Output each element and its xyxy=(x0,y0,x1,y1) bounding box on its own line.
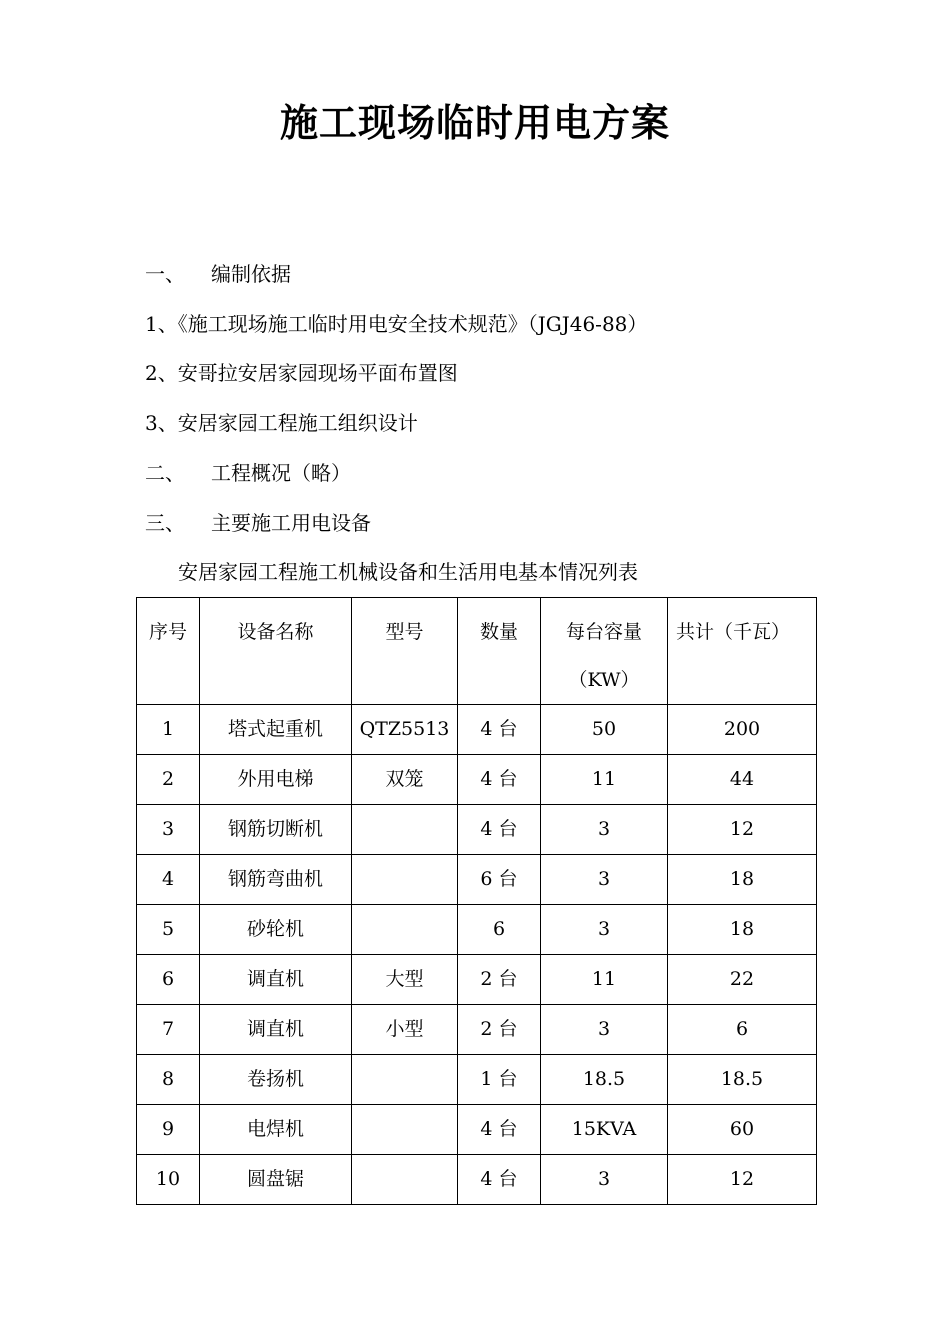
table-row xyxy=(137,755,817,805)
cell-index: 2 xyxy=(137,755,200,805)
table-header-row xyxy=(137,598,817,705)
basis-item-2: 2、安哥拉安居家园现场平面布置图 xyxy=(145,361,458,385)
cell-quantity: 2 台 xyxy=(458,1005,541,1055)
cell-index: 5 xyxy=(137,905,200,955)
section-text: 主要施工用电设备 xyxy=(211,511,371,535)
section-number: 二、 xyxy=(145,461,185,485)
cell-name: 钢筋切断机 xyxy=(200,805,352,855)
cell-quantity: 4 台 xyxy=(458,705,541,755)
section-heading-1 xyxy=(145,258,291,287)
cell-total: 12 xyxy=(668,805,817,855)
cell-quantity: 4 台 xyxy=(458,755,541,805)
table-row xyxy=(137,1005,817,1055)
basis-item-3: 3、安居家园工程施工组织设计 xyxy=(145,411,418,435)
cell-model xyxy=(352,1055,458,1105)
cell-index: 10 xyxy=(137,1155,200,1205)
capacity-label: 每台容量 xyxy=(565,621,642,643)
table-row xyxy=(137,855,817,905)
table-row xyxy=(137,705,817,755)
cell-quantity: 6 台 xyxy=(458,855,541,905)
equipment-table xyxy=(136,597,817,1205)
cell-name: 外用电梯 xyxy=(200,755,352,805)
cell-model xyxy=(352,1105,458,1155)
cell-model: QTZ5513 xyxy=(352,705,458,755)
cell-name: 调直机 xyxy=(200,955,352,1005)
table-row xyxy=(137,1055,817,1105)
section-text: 编制依据 xyxy=(211,262,291,286)
cell-model: 小型 xyxy=(352,1005,458,1055)
cell-quantity: 1 台 xyxy=(458,1055,541,1105)
cell-name: 圆盘锯 xyxy=(200,1155,352,1205)
header-cell-total: 共计（千瓦） xyxy=(668,598,817,705)
cell-name: 钢筋弯曲机 xyxy=(200,855,352,905)
document-title: 施工现场临时用电方案 xyxy=(279,100,670,145)
header-cell-index: 序号 xyxy=(137,598,200,705)
cell-index: 4 xyxy=(137,855,200,905)
table-row xyxy=(137,1105,817,1155)
section-number: 三、 xyxy=(145,511,185,535)
table-row xyxy=(137,1155,817,1205)
cell-model xyxy=(352,1155,458,1205)
cell-capacity: 50 xyxy=(541,705,668,755)
cell-index: 3 xyxy=(137,805,200,855)
cell-total: 22 xyxy=(668,955,817,1005)
cell-quantity: 4 台 xyxy=(458,805,541,855)
cell-total: 18.5 xyxy=(668,1055,817,1105)
capacity-unit: （KW） xyxy=(568,669,640,691)
cell-name: 砂轮机 xyxy=(200,905,352,955)
cell-capacity: 3 xyxy=(541,855,668,905)
cell-index: 1 xyxy=(137,705,200,755)
table-row xyxy=(137,805,817,855)
cell-index: 7 xyxy=(137,1005,200,1055)
basis-item-1: 1、《施工现场施工临时用电安全技术规范》（JGJ46-88） xyxy=(145,312,648,336)
cell-total: 18 xyxy=(668,855,817,905)
cell-total: 60 xyxy=(668,1105,817,1155)
cell-capacity: 3 xyxy=(541,905,668,955)
cell-quantity: 4 台 xyxy=(458,1155,541,1205)
cell-name: 卷扬机 xyxy=(200,1055,352,1105)
table-row xyxy=(137,955,817,1005)
cell-quantity: 2 台 xyxy=(458,955,541,1005)
cell-name: 调直机 xyxy=(200,1005,352,1055)
cell-model xyxy=(352,855,458,905)
cell-capacity: 3 xyxy=(541,805,668,855)
cell-index: 8 xyxy=(137,1055,200,1105)
cell-total: 44 xyxy=(668,755,817,805)
table-row xyxy=(137,905,817,955)
header-cell-model: 型号 xyxy=(352,598,458,705)
cell-total: 200 xyxy=(668,705,817,755)
cell-capacity: 15KVA xyxy=(541,1105,668,1155)
section-number: 一、 xyxy=(145,262,185,286)
cell-capacity: 18.5 xyxy=(541,1055,668,1105)
cell-quantity: 6 xyxy=(458,905,541,955)
cell-name: 电焊机 xyxy=(200,1105,352,1155)
cell-capacity: 3 xyxy=(541,1005,668,1055)
cell-index: 6 xyxy=(137,955,200,1005)
cell-total: 12 xyxy=(668,1155,817,1205)
cell-capacity: 11 xyxy=(541,755,668,805)
section-heading-3 xyxy=(145,507,371,536)
cell-capacity: 11 xyxy=(541,955,668,1005)
table-caption: 安居家园工程施工机械设备和生活用电基本情况列表 xyxy=(178,560,638,584)
cell-model: 双笼 xyxy=(352,755,458,805)
header-cell-capacity xyxy=(541,598,668,705)
cell-model xyxy=(352,905,458,955)
section-text: 工程概况（略） xyxy=(211,461,351,485)
cell-model: 大型 xyxy=(352,955,458,1005)
cell-quantity: 4 台 xyxy=(458,1105,541,1155)
header-cell-name: 设备名称 xyxy=(200,598,352,705)
cell-name: 塔式起重机 xyxy=(200,705,352,755)
cell-total: 18 xyxy=(668,905,817,955)
cell-total: 6 xyxy=(668,1005,817,1055)
section-heading-2 xyxy=(145,457,351,486)
cell-model xyxy=(352,805,458,855)
cell-capacity: 3 xyxy=(541,1155,668,1205)
header-cell-quantity: 数量 xyxy=(458,598,541,705)
cell-index: 9 xyxy=(137,1105,200,1155)
